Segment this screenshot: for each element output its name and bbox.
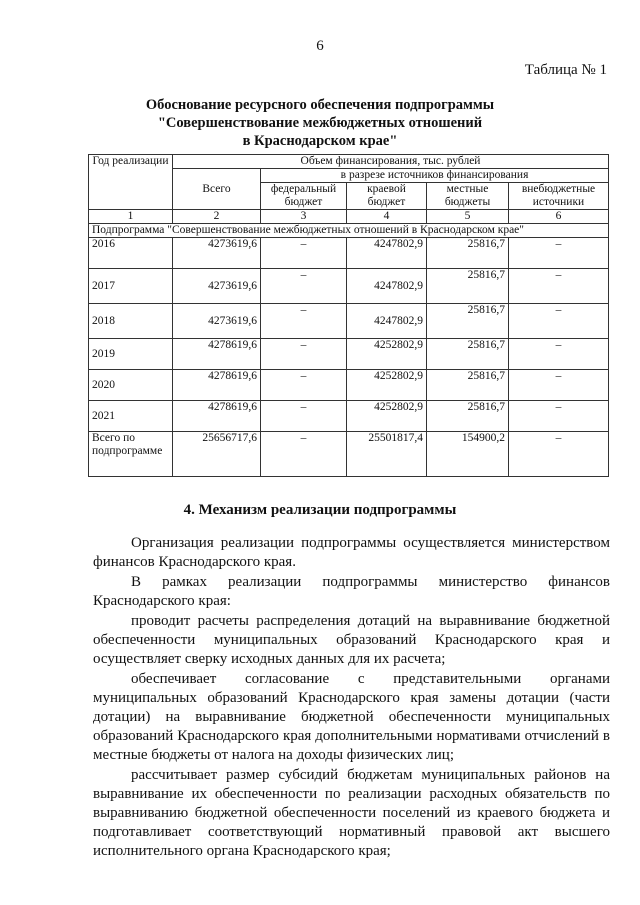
body-text	[93, 534, 610, 862]
cell-federal: –	[261, 339, 347, 370]
cell-federal: –	[261, 432, 347, 477]
paragraph: рассчитывает размер субсидий бюджетам муниципальных районов на выравнивание их обеспеченности по реализации расходных обязательств по выравниванию бюджетной обеспеченности поселений из краевого бюджета и подготавливает соответствующий нормативный правовой акт высшего исполнительного органа Краснодарского края;	[93, 767, 610, 859]
cell-federal: –	[261, 401, 347, 432]
page-number: 6	[316, 38, 324, 54]
table-label: Таблица № 1	[524, 62, 607, 78]
header-regional: краевой бюджет	[347, 183, 427, 210]
col-num: 5	[427, 210, 509, 224]
cell-extra: –	[509, 370, 609, 401]
cell-regional: 25501817,4	[347, 432, 427, 477]
header-year: Год реализации	[89, 155, 173, 210]
cell-total: 4278619,6	[173, 401, 261, 432]
cell-year: 2017	[89, 269, 173, 304]
header-federal: федеральный бюджет	[261, 183, 347, 210]
title-line-3: в Краснодарском крае"	[242, 133, 398, 149]
cell-regional: 4252802,9	[347, 339, 427, 370]
cell-federal: –	[261, 238, 347, 269]
cell-regional: 4252802,9	[347, 401, 427, 432]
table-row	[89, 269, 609, 304]
cell-federal: –	[261, 370, 347, 401]
cell-regional: 4247802,9	[347, 269, 427, 304]
cell-total: 4278619,6	[173, 370, 261, 401]
table-row	[89, 401, 609, 432]
table-row	[89, 339, 609, 370]
header-volume: Объем финансирования, тыс. рублей	[173, 155, 609, 169]
table-row	[89, 304, 609, 339]
cell-regional: 4247802,9	[347, 238, 427, 269]
title-line-2: "Совершенствование межбюджетных отношений	[157, 115, 483, 131]
cell-year: 2021	[89, 401, 173, 432]
cell-total: 25656717,6	[173, 432, 261, 477]
col-num: 1	[89, 210, 173, 224]
cell-local: 25816,7	[427, 401, 509, 432]
paragraph: проводит расчеты распределения дотаций на выравнивание бюджетной обеспеченности муниципальных образований Краснодарского края и осуществляет сверку исходных данных для их расчета;	[93, 613, 610, 667]
section-heading: 4. Механизм реализации подпрограммы	[183, 502, 457, 518]
col-num: 3	[261, 210, 347, 224]
cell-local: 25816,7	[427, 238, 509, 269]
cell-total: 4278619,6	[173, 339, 261, 370]
paragraph: В рамках реализации подпрограммы министерство финансов Краснодарского края:	[93, 574, 610, 609]
header-total: Всего	[173, 169, 261, 210]
cell-local: 25816,7	[427, 269, 509, 304]
cell-year: 2019	[89, 339, 173, 370]
cell-extra: –	[509, 304, 609, 339]
cell-regional: 4247802,9	[347, 304, 427, 339]
cell-extra: –	[509, 432, 609, 477]
cell-total: 4273619,6	[173, 269, 261, 304]
col-num: 2	[173, 210, 261, 224]
cell-year: 2016	[89, 238, 173, 269]
subprogram-row: Подпрограмма "Совершенствование межбюджетных отношений в Краснодарском крае"	[89, 224, 609, 238]
cell-total-label: Всего по подпрограмме	[89, 432, 173, 477]
cell-total: 4273619,6	[173, 304, 261, 339]
cell-local: 25816,7	[427, 339, 509, 370]
cell-federal: –	[261, 269, 347, 304]
col-num: 6	[509, 210, 609, 224]
cell-local: 154900,2	[427, 432, 509, 477]
cell-local: 25816,7	[427, 370, 509, 401]
cell-year: 2020	[89, 370, 173, 401]
cell-regional: 4252802,9	[347, 370, 427, 401]
header-sources: в разрезе источников финансирования	[261, 169, 609, 183]
header-extra: внебюджетные источники	[509, 183, 609, 210]
paragraph: обеспечивает согласование с представительными органами муниципальных образований Краснодарского края замены дотации (части дотации) на выравнивание бюджетной обеспеченности муниципальных образований Краснодарского края дополнительными нормативами отчислений в местные бюджеты от налога на доходы физических лиц;	[93, 671, 610, 763]
table-row	[89, 238, 609, 269]
column-numbers-row	[89, 210, 609, 224]
cell-total: 4273619,6	[173, 238, 261, 269]
cell-federal: –	[261, 304, 347, 339]
cell-extra: –	[509, 269, 609, 304]
cell-extra: –	[509, 238, 609, 269]
table-title	[100, 96, 540, 150]
cell-extra: –	[509, 401, 609, 432]
cell-year: 2018	[89, 304, 173, 339]
cell-extra: –	[509, 339, 609, 370]
paragraph: Организация реализации подпрограммы осуществляется министерством финансов Краснодарского края.	[93, 535, 610, 570]
title-line-1: Обоснование ресурсного обеспечения подпрограммы	[145, 97, 495, 113]
header-local: местные бюджеты	[427, 183, 509, 210]
total-row	[89, 432, 609, 477]
financing-table	[88, 154, 609, 477]
cell-local: 25816,7	[427, 304, 509, 339]
table-row	[89, 370, 609, 401]
col-num: 4	[347, 210, 427, 224]
